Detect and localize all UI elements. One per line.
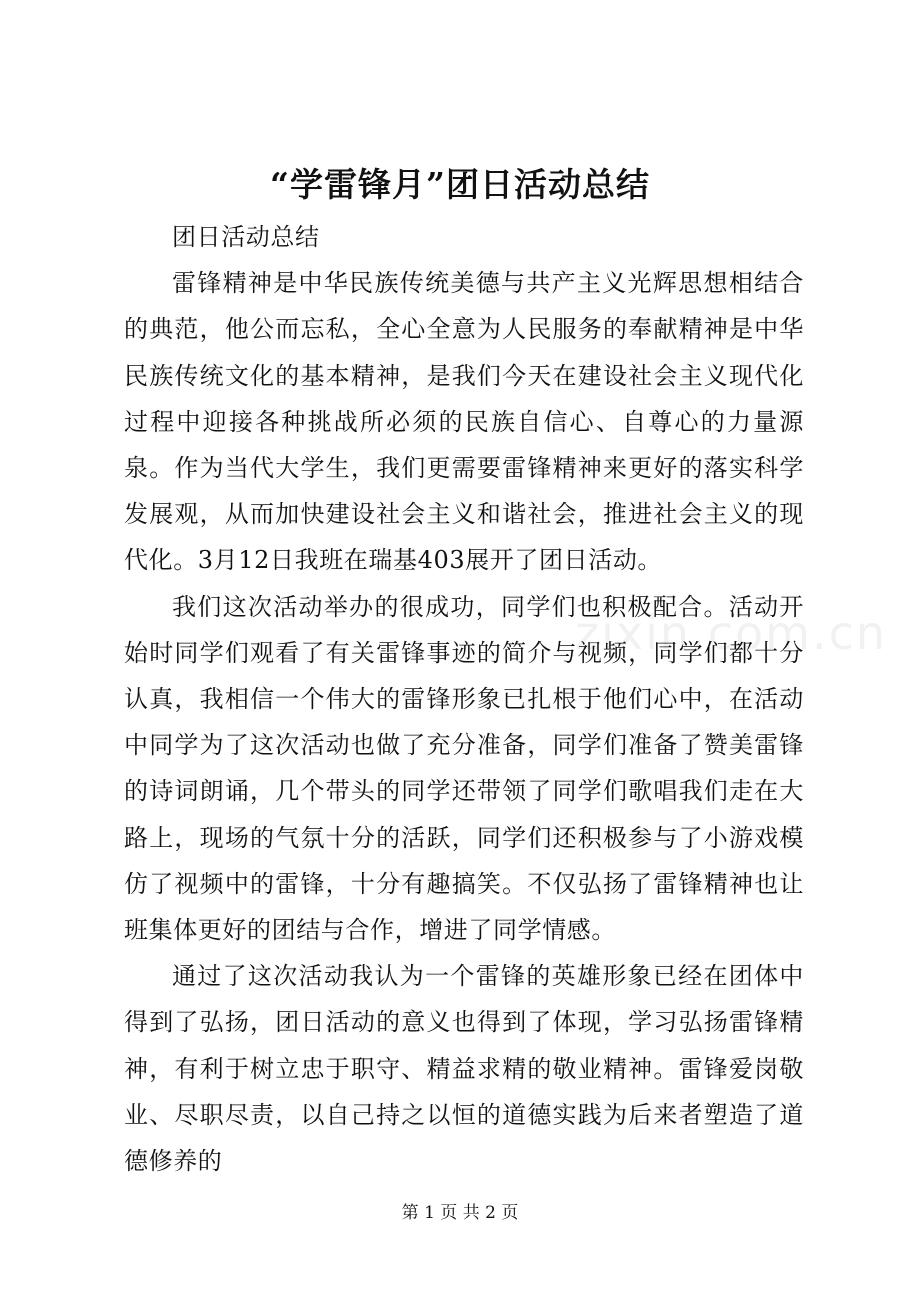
paragraph-2: 我们这次活动举办的很成功，同学们也积极配合。活动开始时同学们观看了有关雷锋事迹的简介与视频，同学们都十分认真，我相信一个伟大的雷锋形象已扎根于他们心中，在活动中同学为了这次活动也做了充分准备，同学们准备了赞美雷锋的诗词朗诵，几个带头的同学还带领了同学们歌唱我们走在大路上，现场的气氛十分的活跃，同学们还积极参与了小游戏模仿了视频中的雷锋，十分有趣搞笑。不仅弘扬了雷锋精神也让班集体更好的团结与合作，增进了同学情感。: [124, 592, 804, 945]
document-body: [124, 214, 804, 1184]
paragraph-3: 通过了这次活动我认为一个雷锋的英雄形象已经在团体中得到了弘扬，团日活动的意义也得到了体现，学习弘扬雷锋精神，有利于树立忠于职守、精益求精的敬业精神。雷锋爱岗敬业、尽职尽责，以自己持之以恒的道德实践为后来者塑造了道德修养的: [124, 962, 804, 1176]
paragraph-subtitle: 团日活动总结: [172, 223, 320, 251]
document-title: “学雷锋月”团日活动总结: [270, 165, 650, 204]
page-footer: 第 1 页 共 2 页: [401, 1203, 519, 1223]
watermark: zixin.com.cn: [575, 606, 888, 660]
paragraph-1: 雷锋精神是中华民族传统美德与共产主义光辉思想相结合的典范，他公而忘私，全心全意为人民服务的奉献精神是中华民族传统文化的基本精神，是我们今天在建设社会主义现代化过程中迎接各种挑战所必须的民族自信心、自尊心的力量源泉。作为当代大学生，我们更需要雷锋精神来更好的落实科学发展观，从而加快建设社会主义和谐社会，推进社会主义的现代化。3月12日我班在瑞基403展开了团日活动。: [124, 269, 804, 575]
